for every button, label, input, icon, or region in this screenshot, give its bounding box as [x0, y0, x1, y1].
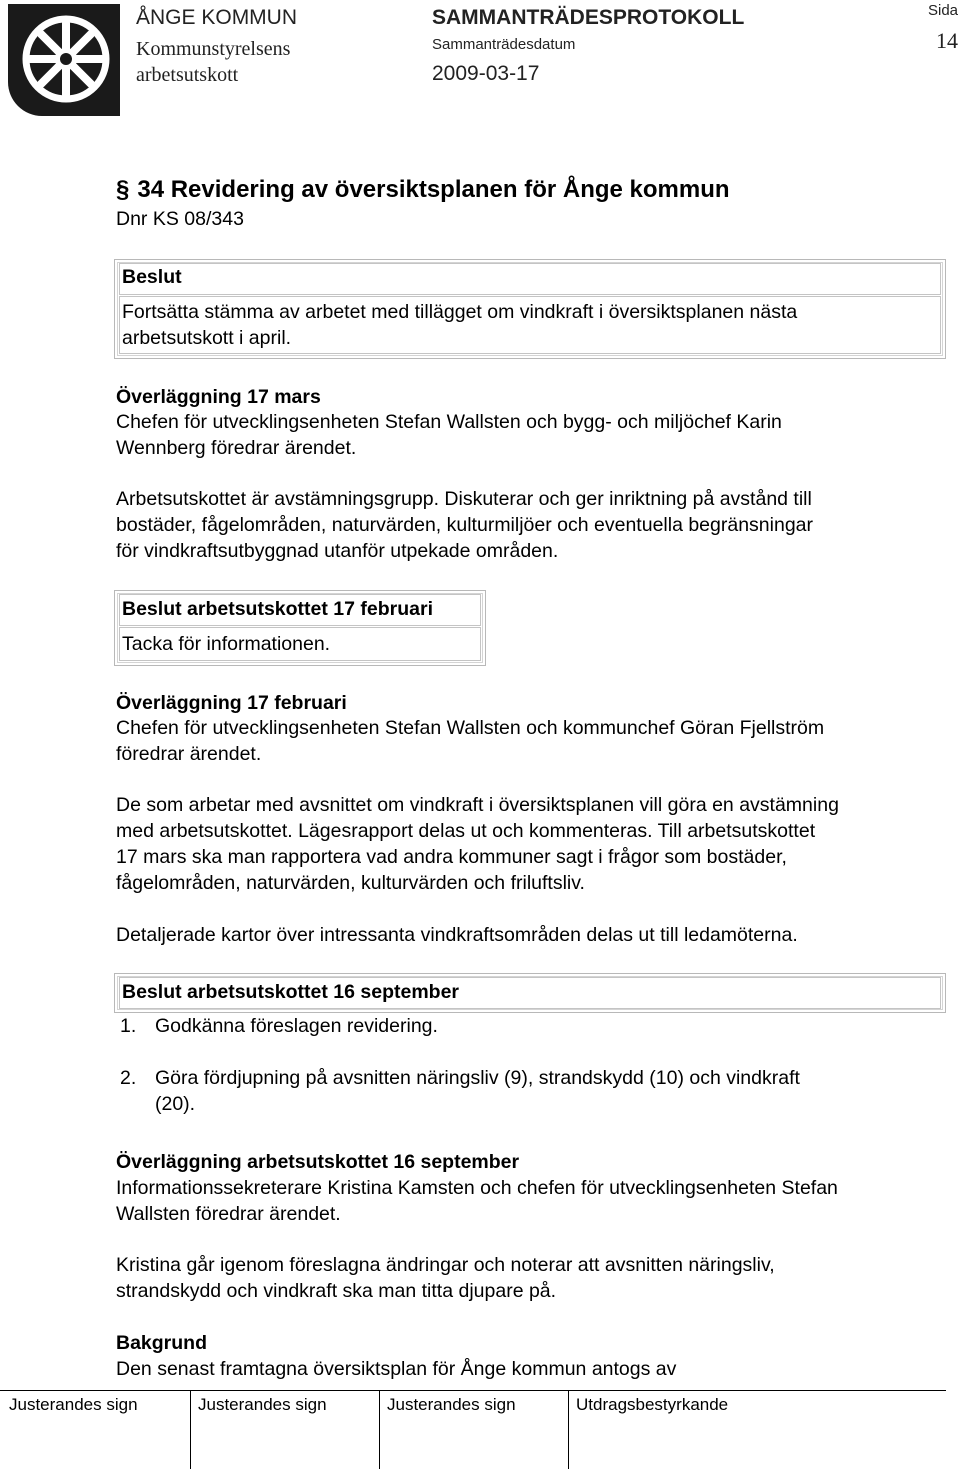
footer-divider	[379, 1390, 380, 1469]
deliberation-march-p1-line2: Wennberg föredrar ärendet.	[116, 437, 357, 459]
deliberation-march-p1-line1: Chefen för utvecklingsenheten Stefan Wallsten och bygg- och miljöchef Karin	[116, 411, 782, 433]
diary-number: Dnr KS 08/343	[116, 208, 244, 230]
footer-extract-certification: Utdragsbestyrkande	[576, 1395, 729, 1414]
deliberation-sep-p1-line2: Wallsten föredrar ärendet.	[116, 1203, 341, 1225]
decision-box-heading-row	[119, 263, 941, 295]
decision-text-line1: Fortsätta stämma av arbetet med tillägget om vindkraft i översiktsplanen nästa	[122, 301, 798, 323]
meeting-date: 2009-03-17	[432, 62, 540, 85]
deliberation-sep-p2-line2: strandskydd och vindkraft ska man titta djupare på.	[116, 1280, 557, 1302]
section-sign: §	[116, 176, 130, 203]
decision-feb-text: Tacka för informationen.	[122, 633, 331, 655]
decision-feb-heading: Beslut arbetsutskottet 17 februari	[122, 598, 434, 620]
footer-sign-3: Justerandes sign	[387, 1395, 516, 1414]
document-type: SAMMANTRÄDESPROTOKOLL	[432, 6, 745, 29]
footer-divider	[568, 1390, 569, 1469]
deliberation-feb-p2-line4: fågelområden, naturvärden, kulturvärden och friluftsliv.	[116, 872, 585, 894]
decision-heading: Beslut	[122, 266, 182, 288]
decision-sep-heading: Beslut arbetsutskottet 16 september	[122, 981, 460, 1003]
decision-sep-item2-number: 2.	[120, 1067, 137, 1089]
section-title-text: 34 Revidering av översiktsplanen för Ånge kommun	[137, 176, 730, 203]
decision-sep-item1-text: Godkänna föreslagen revidering.	[155, 1015, 438, 1037]
municipality-name: ÅNGE KOMMUN	[136, 6, 298, 29]
deliberation-feb-p2-line1: De som arbetar med avsnittet om vindkraft i översiktsplanen vill göra en avstämning	[116, 794, 839, 816]
decision-text-line2: arbetsutskott i april.	[122, 327, 292, 349]
committee-line2: arbetsutskott	[136, 64, 239, 86]
deliberation-feb-p2-line2: med arbetsutskottet. Lägesrapport delas ut och kommenteras. Till arbetsutskottet	[116, 820, 816, 842]
decision-sep-item2-line2: (20).	[155, 1093, 196, 1115]
decision-sep-item1-number: 1.	[120, 1015, 137, 1037]
meeting-date-label: Sammanträdesdatum	[432, 36, 576, 53]
page-label: Sida	[928, 2, 959, 19]
deliberation-feb-p1-line1: Chefen för utvecklingsenheten Stefan Wallsten och kommunchef Göran Fjellström	[116, 717, 825, 739]
deliberation-feb-heading: Överläggning 17 februari	[116, 692, 347, 714]
deliberation-feb-p3: Detaljerade kartor över intressanta vindkraftsområden delas ut till ledamöterna.	[116, 924, 798, 946]
deliberation-sep-p2-line1: Kristina går igenom föreslagna ändringar och noterar att avsnitten näringsliv,	[116, 1254, 775, 1276]
deliberation-march-p2-line3: för vindkraftsutbyggnad utanför utpekade områden.	[116, 540, 559, 562]
section-title	[116, 176, 730, 204]
deliberation-march-p2-line2: bostäder, fågelområden, naturvärden, kulturmiljöer och eventuella begränsningar	[116, 514, 814, 536]
deliberation-march-heading: Överläggning 17 mars	[116, 386, 321, 408]
municipality-logo	[8, 4, 120, 116]
footer-sign-1: Justerandes sign	[9, 1395, 138, 1414]
footer-rule	[0, 1390, 946, 1391]
page-number: 14	[936, 28, 958, 53]
background-heading: Bakgrund	[116, 1332, 208, 1354]
background-text-line1: Den senast framtagna översiktsplan för Ånge kommun antogs av	[116, 1358, 677, 1380]
deliberation-sep-p1-line1: Informationssekreterare Kristina Kamsten och chefen för utvecklingsenheten Stefan	[116, 1177, 838, 1199]
deliberation-march-p2-line1: Arbetsutskottet är avstämningsgrupp. Diskuterar och ger inriktning på avstånd till	[116, 488, 812, 510]
committee-line1: Kommunstyrelsens	[136, 38, 291, 60]
decision-sep-item2-line1: Göra fördjupning på avsnitten näringsliv (9), strandskydd (10) och vindkraft	[155, 1067, 800, 1089]
deliberation-feb-p2-line3: 17 mars ska man rapportera vad andra kommuner sagt i frågor som bostäder,	[116, 846, 787, 868]
footer-sign-2: Justerandes sign	[198, 1395, 327, 1414]
footer-divider	[190, 1390, 191, 1469]
deliberation-sep-heading: Överläggning arbetsutskottet 16 september	[116, 1151, 520, 1173]
deliberation-feb-p1-line2: föredrar ärendet.	[116, 743, 262, 765]
